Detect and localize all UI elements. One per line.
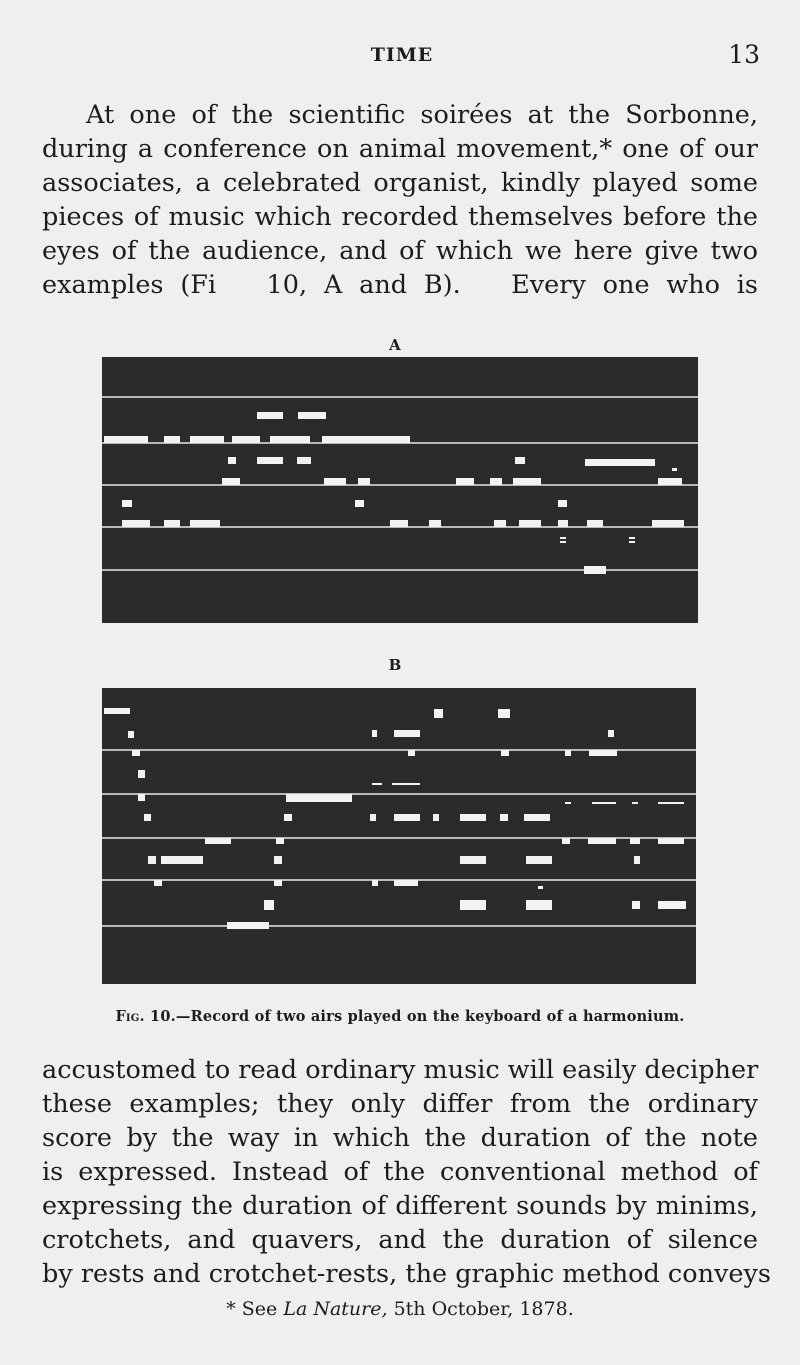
running-head <box>44 40 760 74</box>
record-plate-a <box>102 357 698 623</box>
text-line: pieces of music which recorded themselves before the <box>42 202 758 232</box>
footnote-date: 5th October, 1878. <box>387 1298 574 1320</box>
text-line: accustomed to read ordinary music will easily decipher <box>42 1055 759 1085</box>
page-number: 13 <box>728 40 760 69</box>
text-line: expressing the duration of different sounds by minims, <box>42 1191 758 1221</box>
footnote-source: La Nature, <box>283 1298 388 1320</box>
figure-caption <box>40 1008 760 1025</box>
footnote-prefix: * See <box>226 1298 284 1320</box>
text-line: score by the way in which the duration of the note <box>42 1123 758 1153</box>
paragraph-top <box>42 98 758 302</box>
panel-a-label: A <box>389 336 401 354</box>
text-line: by rests and crotchet-rests, the graphic method conveys <box>42 1259 771 1289</box>
record-plate-b-drawing <box>102 688 696 984</box>
panel-b-label: B <box>388 656 402 674</box>
text-line: examples (Fi 10, A and B). Every one who is <box>42 270 758 300</box>
text-line: crotchets, and quavers, and the duration of silence <box>42 1225 758 1255</box>
text-line: during a conference on animal movement,* one of our <box>42 134 758 164</box>
figure-caption-text: —Record of two airs played on the keyboard of a harmonium. <box>175 1008 685 1025</box>
footnote <box>0 1298 800 1320</box>
text-line: eyes of the audience, and of which we here give two <box>42 236 758 266</box>
running-title: TIME <box>370 44 434 66</box>
text-line: these examples; they only differ from the ordinary <box>42 1089 758 1119</box>
figure-label: Fig. 10. <box>115 1008 176 1025</box>
text-line: associates, a celebrated organist, kindly played some <box>42 168 758 198</box>
text-line: is expressed. Instead of the conventional method of <box>42 1157 758 1187</box>
paragraph-bottom <box>42 1053 771 1291</box>
text-line: At one of the scientific soirées at the Sorbonne, <box>86 100 758 130</box>
record-plate-b <box>102 688 696 984</box>
record-plate-a-drawing <box>102 357 698 623</box>
